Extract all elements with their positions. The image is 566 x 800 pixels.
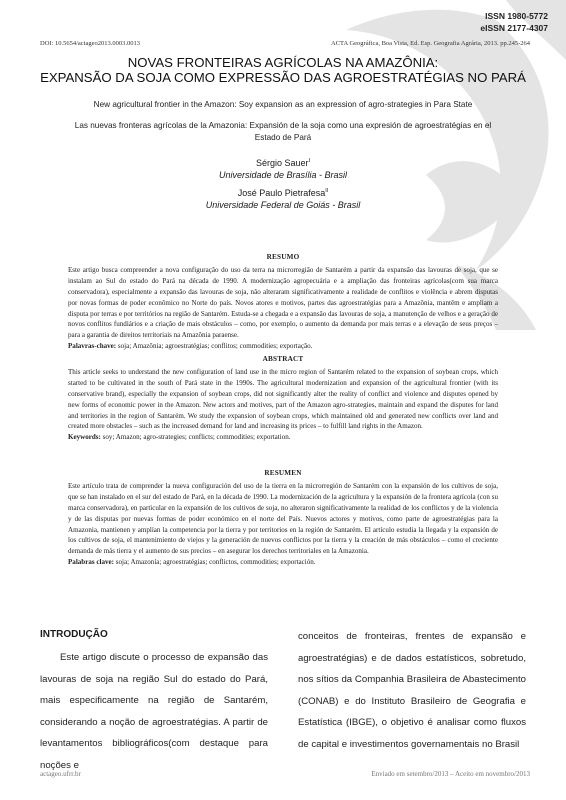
author-list	[0, 155, 566, 211]
intro-paragraph-continued: conceitos de fronteiras, frentes de expansão e agroestratégias) e de dados estatísticos, sobretudo, nos sítios da Companhia Brasileira de Abastecimento (CONAB) e do Instituto Brasileiro de Geografia e Estatística (IBGE), o objetivo é analisar como fluxos de capital e investimentos governamentais no Brasil	[298, 631, 526, 750]
journal-site-link[interactable]: actageo.ufrr.br	[40, 770, 81, 778]
abstract-body: This article seeks to understand the new configuration of land use in the micro region of Santarém related to the expansion of soybean crops, which started to be cultivated in the south of Pará state in the 1990s. The agricultural modernization and expansion of the agricultural frontier (with its conservative brand), especially the expansion of soybean crops, did not significantly alter the reality of conflict and violence and disputes opened by new forms of economic power in the Amazon. New actors and motives, part of the Amazon agro-strategies, maintain and expand the disputes for land and territories in the region of Santarém. We study the expansion of soybean crops, which maintained old and generated new conflicts over land and created more obstacles – such as the increased demand for land and increasing its prices – to fulfill land rights in the Amazon.	[68, 367, 498, 431]
submission-dates: Enviado em setembro/2013 – Aceito em novembro/2013	[371, 770, 530, 778]
resumen-body: Este artículo trata de comprender la nueva configuración del uso de la tierra en la microrregión de Santarém con la expansión de los cultivos de soja, que se han instalado en el sur del estado de Pará, en la década de 1990. La modernización de la agricultura y la expansión de la frontera agrícola (con su marca conservadora), en particular en la expansión de los cultivos de soja, no alteraron significativamente la realidad de los conflictos y de la violencia y de las disputas por nuevas formas de poder económico en el norte del País. Nuevos actores y motivos, como parte de agroestratégias para la Amazonia, mantienen y amplían la competencia por la tierra y por territorios en la región de Santarém. El artículo estudia la llegada y la expansión de los cultivos de soja, el mantenimiento de viejos y la generación de nuevos conflictos por la tierra y la creación de más obstáculos – como el creciente demanda de más tierra y el aumento de sus precios – en asegurar los derechos territoriales en la Amazonia.	[68, 481, 498, 556]
intro-paragraph: Este artigo discute o processo de expansão das lavouras de soja na região Sul do estado do Pará, mais especificamente na região de Santarém, considerando a noção de agroestratégias. A partir de levantamentos bibliográficos(com destaque para noções e	[40, 652, 268, 771]
intro-heading: INTRODUÇÃO	[40, 629, 108, 640]
resumen-section	[68, 468, 498, 568]
abstract-heading: ABSTRACT	[262, 355, 304, 363]
author-name: José Paulo Pietrafesa	[237, 188, 326, 198]
resumen-keywords	[68, 557, 498, 568]
author-name: Sérgio Sauer	[255, 158, 309, 168]
keywords-text: soy; Amazon; agro-strategies; conflicts; commodities; exportation.	[100, 433, 291, 442]
issn-print: ISSN 1980-5772	[485, 11, 548, 21]
title-line-2: EXPANSÃO DA SOJA COMO EXPRESSÃO DAS AGROESTRATÉGIAS NO PARÁ	[40, 70, 526, 85]
keywords-label: Palabras clave:	[68, 558, 114, 567]
abstract-section	[68, 354, 498, 443]
abstract-keywords	[68, 432, 498, 443]
english-title: New agricultural frontier in the Amazon: Soy expansion as an expression of agro-strategies in Para State	[93, 100, 473, 109]
paper-title	[20, 55, 546, 85]
intro-right-column	[298, 626, 526, 755]
keywords-text: soja; Amazonía; agroestratégias; conflictos, commodities; exportación.	[114, 558, 316, 567]
keywords-label: Keywords:	[68, 433, 101, 442]
journal-citation: ACTA Geográfica, Boa Vista, Ed. Esp. Geografia Agrária, 2013. pp.245-264	[331, 40, 530, 47]
doi-link[interactable]: DOI: 10.5654/actageo2013.0003.0013	[40, 40, 141, 47]
keywords-label: Palavras-chave:	[68, 342, 117, 351]
resumo-section	[68, 252, 498, 352]
author-institution: Universidade Federal de Goiás - Brasil	[205, 200, 361, 210]
keywords-text: soja; Amazônia; agroestratégias; conflitos; commodities; exportação.	[116, 342, 313, 351]
intro-left-column	[40, 647, 268, 776]
title-line-1: NOVAS FRONTEIRAS AGRÍCOLAS NA AMAZÔNIA:	[127, 55, 439, 70]
author-mark: II	[325, 188, 329, 194]
resumo-body: Este artigo busca compreender a nova configuração do uso da terra na microrregião de Santarém a partir da expansão das lavouras de soja, que se instalam ao Sul do estado do Pará na década de 1990. A modernização agropecuária e a ampliação das fronteiras agrícolas(com sua marca conservadora), especialmente a expansão das lavouras de soja, não alteraram significativamente a realidade de conflitos e violência e abrem disputas por novas formas de poder econômico no Norte do país. Novos atores e motivos, partes das agroestratégias para a Amazônia, mantêm e ampliam a disputa por terras e por territórios na região de Santarém. Estuda-se a chegada e a expansão das lavouras de soja, a manutenção de velhos e a geração de novos conflitos fundiários e a criação de mais obstáculos – como, por exemplo, o aumento da demanda por mais terras e a elevação de seus preços – para a garantia de direitos territoriais na Amazônia paraense.	[68, 265, 498, 340]
resumo-keywords	[68, 341, 498, 352]
author-1	[0, 155, 566, 169]
spanish-title: Las nuevas fronteras agrícolas de la Amazonia: Expansión de la soja como una expresión de agroestratégias en el Estado de Pará	[74, 121, 492, 142]
author-2	[0, 185, 566, 199]
author-institution: Universidade de Brasília - Brasil	[218, 170, 348, 180]
resumen-heading: RESUMEN	[264, 469, 302, 477]
issn-block	[480, 10, 548, 34]
author-mark: I	[308, 158, 311, 164]
issn-electronic: eISSN 2177-4307	[480, 23, 548, 33]
resumo-heading: RESUMO	[266, 253, 300, 261]
